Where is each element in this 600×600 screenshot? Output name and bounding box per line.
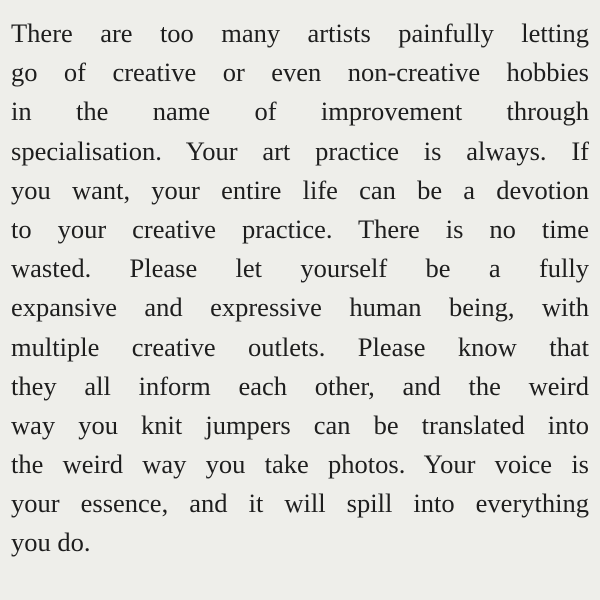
passage-line: your essence, and it will spill into everything [11,488,589,519]
passage-line: There are too many artists painfully letting [11,18,589,48]
passage-line: multiple creative outlets. Please know that [11,331,589,362]
passage-line: you do. [11,527,91,558]
passage-line: expansive and expressive human being, with [11,292,589,323]
passage-line: they all inform each other, and the weird [11,370,589,401]
passage-line: the weird way you take photos. Your voice is [11,449,589,480]
passage-line: in the name of improvement through [11,96,589,127]
passage-line: you want, your entire life can be a devotion [11,174,589,205]
passage-line: to your creative practice. There is no time [11,213,589,244]
passage-line: go of creative or even non-creative hobbies [11,57,589,88]
passage-line: wasted. Please let yourself be a fully [11,253,589,284]
passage-line: specialisation. Your art practice is always. If [11,135,589,166]
passage-line: way you knit jumpers can be translated into [11,409,589,440]
quote-passage [11,14,589,563]
